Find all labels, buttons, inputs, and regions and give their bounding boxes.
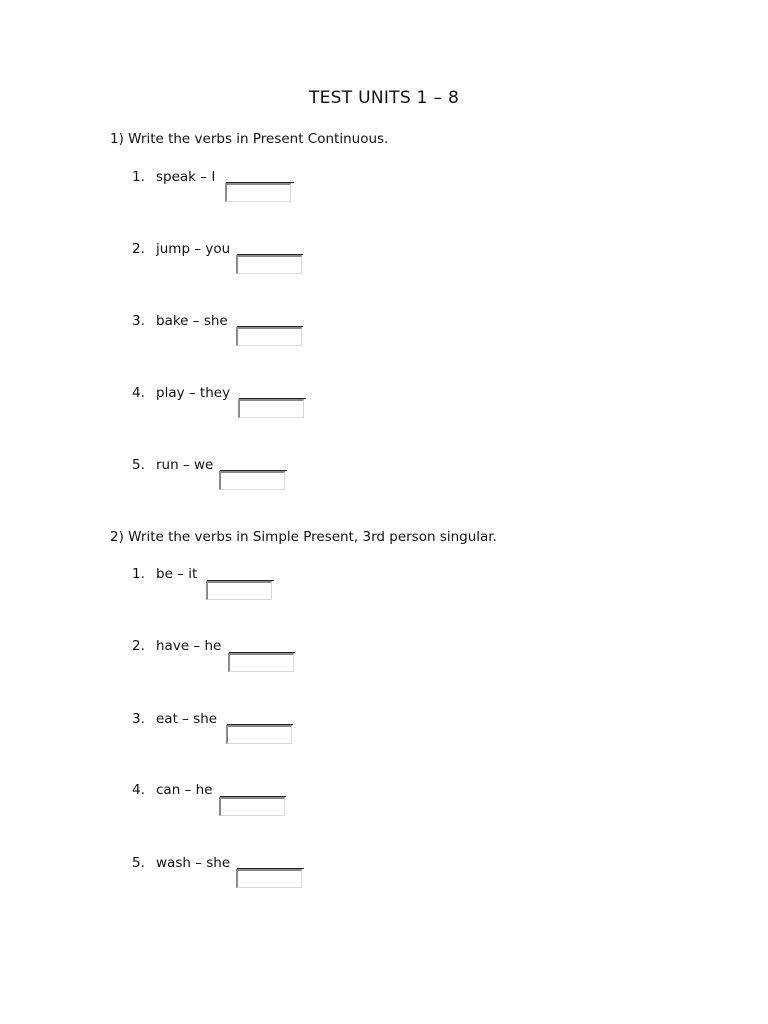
- item-prompt: eat – she: [156, 711, 218, 727]
- list-item: [132, 638, 221, 654]
- item-number: 5.: [132, 457, 145, 473]
- item-number: 2.: [132, 241, 145, 257]
- section-1-heading: 1) Write the verbs in Present Continuous.: [110, 131, 389, 147]
- answer-field-2-5[interactable]: [236, 869, 302, 888]
- item-number: 4.: [132, 782, 145, 798]
- item-number: 1.: [132, 169, 145, 185]
- answer-field-1-2[interactable]: [236, 255, 302, 274]
- worksheet-title: TEST UNITS 1 – 8: [308, 88, 460, 108]
- item-number: 5.: [132, 855, 145, 871]
- item-number: 2.: [132, 638, 145, 654]
- answer-field-2-2[interactable]: [228, 653, 294, 672]
- list-item: [132, 241, 230, 257]
- list-item: [132, 711, 217, 727]
- item-prompt: be – it: [156, 566, 198, 582]
- answer-field-1-3[interactable]: [236, 327, 302, 346]
- answer-field-2-4[interactable]: [219, 797, 285, 816]
- item-prompt: have – he: [156, 638, 222, 654]
- item-prompt: run – we: [156, 457, 214, 473]
- list-item: [132, 782, 212, 798]
- item-number: 1.: [132, 566, 145, 582]
- item-number: 4.: [132, 385, 145, 401]
- list-item: [132, 457, 213, 473]
- list-item: [132, 855, 230, 871]
- answer-field-2-3[interactable]: [226, 725, 292, 744]
- item-prompt: bake – she: [156, 313, 228, 329]
- item-number: 3.: [132, 711, 145, 727]
- item-prompt: can – he: [156, 782, 213, 798]
- section-2-heading: 2) Write the verbs in Simple Present, 3rd person singular.: [110, 529, 497, 545]
- list-item: [132, 169, 215, 185]
- item-prompt: speak – I: [156, 169, 216, 185]
- list-item: [132, 385, 230, 401]
- list-item: [132, 566, 197, 582]
- answer-field-1-4[interactable]: [238, 399, 304, 418]
- answer-field-1-5[interactable]: [219, 471, 285, 490]
- answer-field-2-1[interactable]: [206, 581, 272, 600]
- answer-field-1-1[interactable]: [225, 183, 291, 202]
- item-prompt: jump – you: [156, 241, 231, 257]
- item-prompt: play – they: [156, 385, 231, 401]
- item-prompt: wash – she: [156, 855, 231, 871]
- item-number: 3.: [132, 313, 145, 329]
- list-item: [132, 313, 228, 329]
